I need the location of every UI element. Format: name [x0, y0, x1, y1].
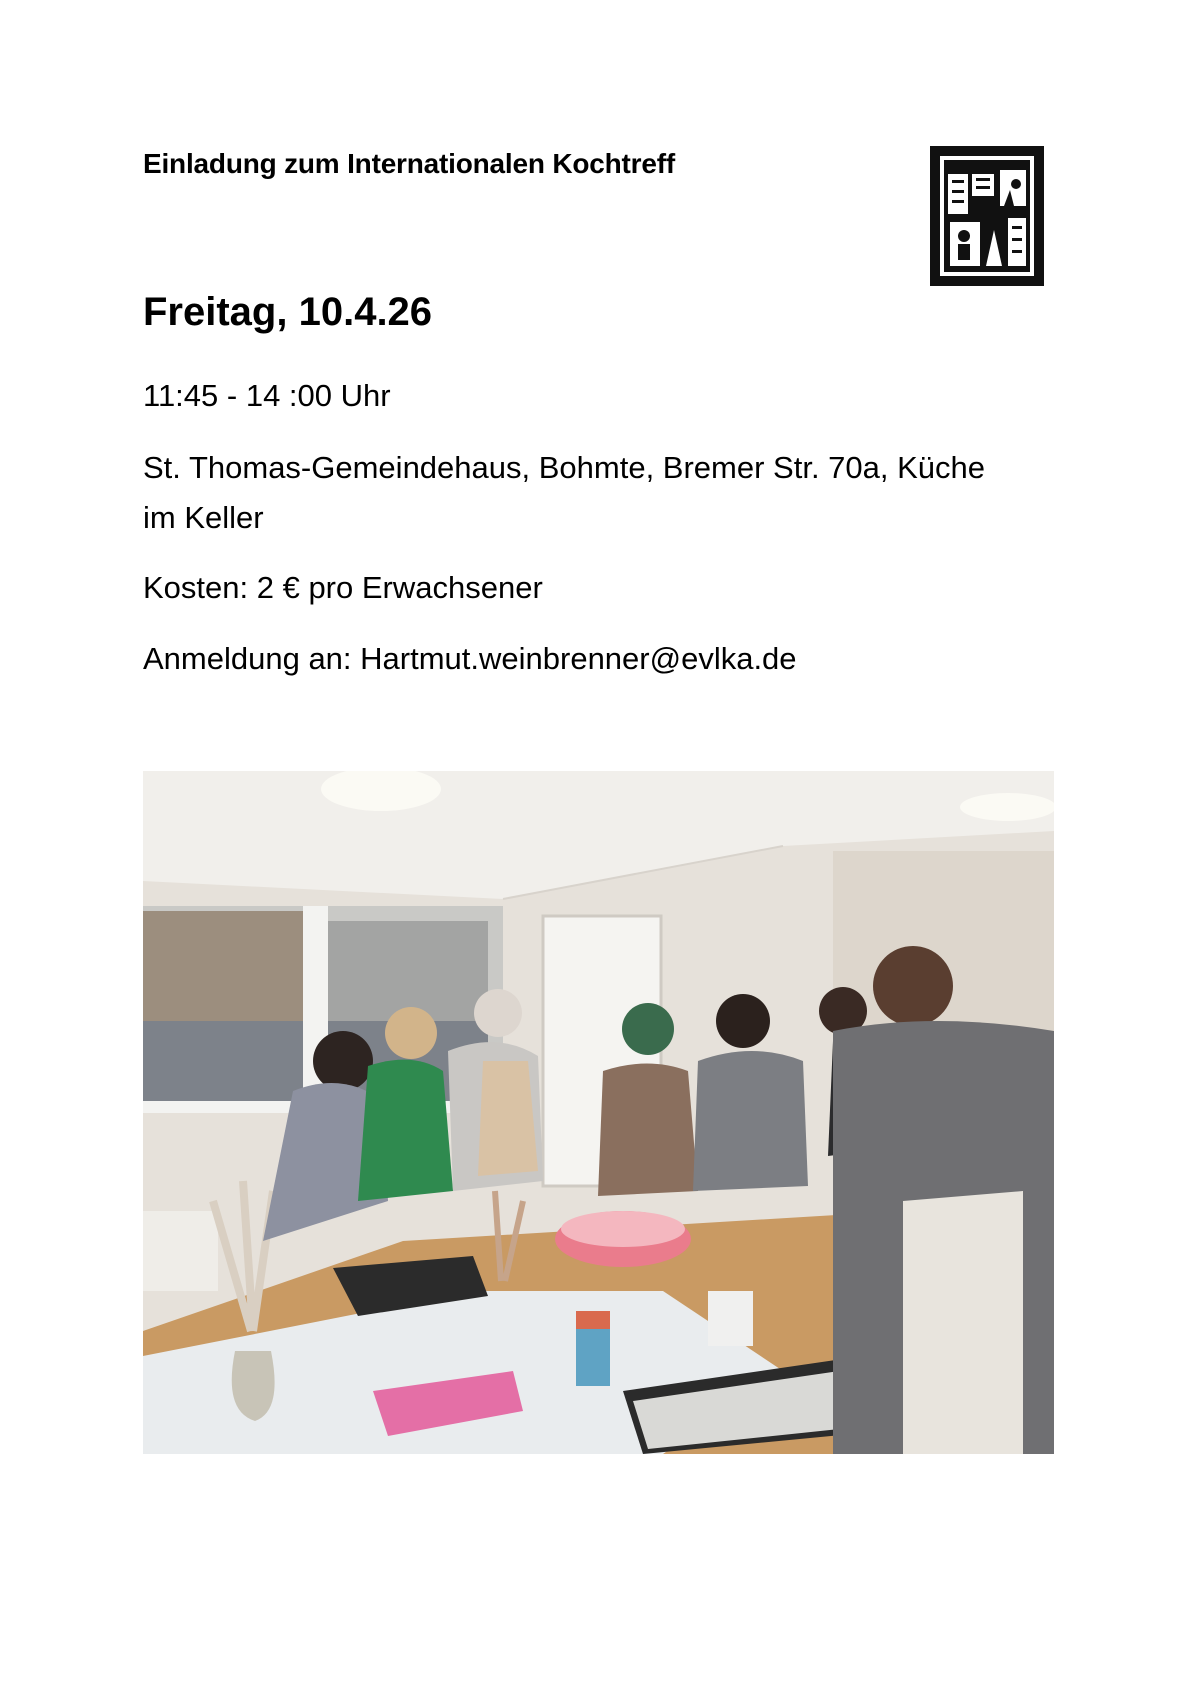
- event-location-line-2: im Keller: [143, 500, 264, 535]
- page-heading: Einladung zum Internationalen Kochtreff: [143, 148, 675, 179]
- st-thomas-emblem-icon: [930, 146, 1044, 286]
- cooking-group-photo-icon: [143, 771, 1054, 1454]
- event-date: Freitag, 10.4.26: [143, 290, 433, 334]
- event-cost: Kosten: 2 € pro Erwachsener: [143, 570, 543, 605]
- event-time: 11:45 - 14 :00 Uhr: [143, 378, 391, 413]
- event-registration: Anmeldung an: Hartmut.weinbrenner@evlka.de: [143, 641, 797, 676]
- event-location-line-1: St. Thomas-Gemeindehaus, Bohmte, Bremer Str. 70a, Küche: [143, 450, 986, 485]
